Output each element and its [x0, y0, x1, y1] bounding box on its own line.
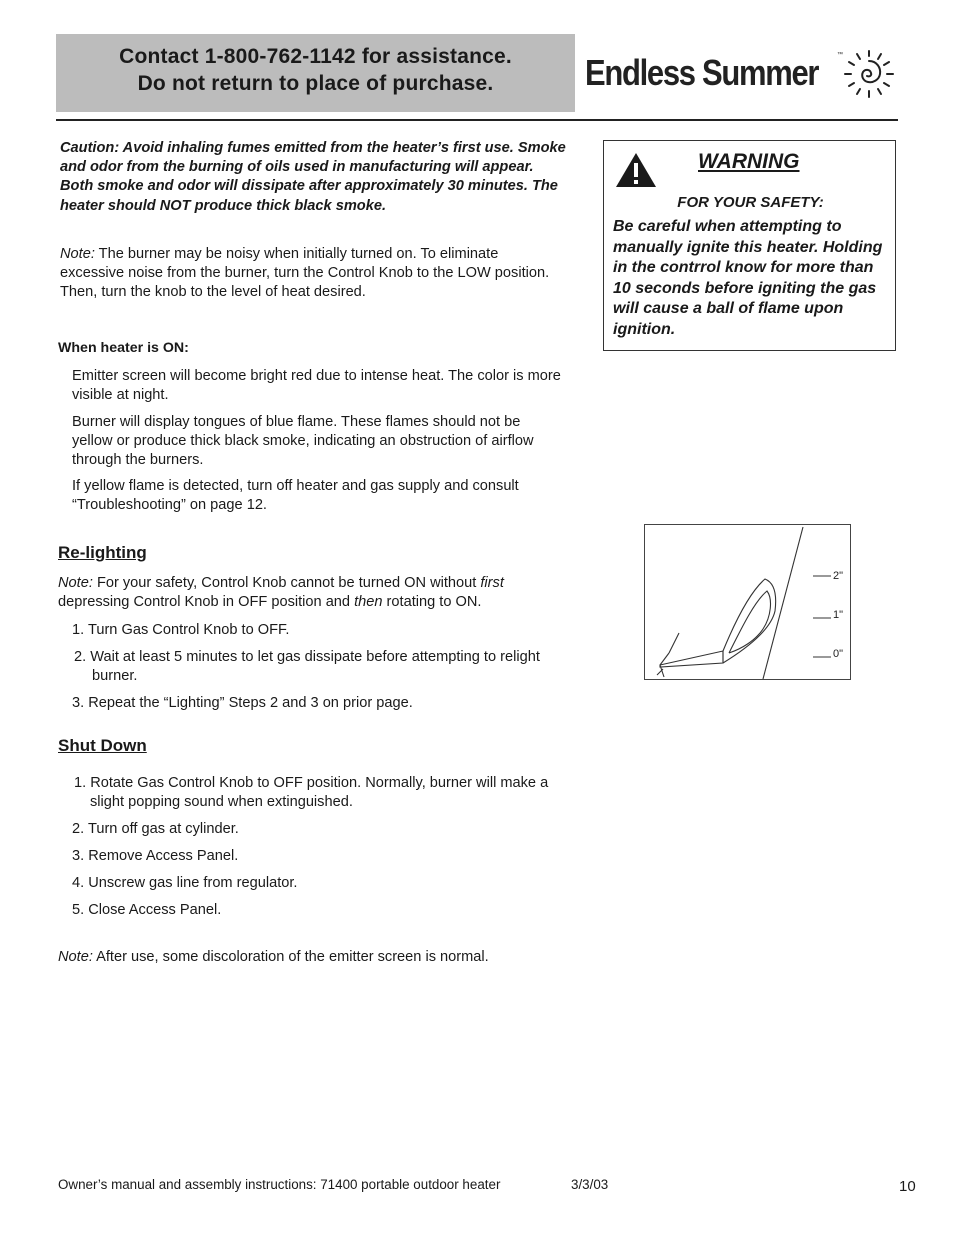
- heater-on-item-3: If yellow flame is detected, turn off heater and gas supply and consult “Troubleshooting” on page 12.: [72, 478, 519, 514]
- page-number: 10: [899, 1178, 916, 1195]
- warning-body: Be careful when attempting to manually ignite this heater. Holding in the contrrol know for more than 10 seconds before igniting the gas will cause a ball of flame upon ignition.: [613, 218, 883, 338]
- warning-triangle-icon: [615, 152, 657, 188]
- flame-height-label-0: 0": [833, 648, 844, 660]
- footer-text: Owner’s manual and assembly instructions: 71400 portable outdoor heater: [58, 1177, 501, 1192]
- relighting-step-1: 1. Turn Gas Control Knob to OFF.: [72, 622, 290, 638]
- trademark-symbol: ™: [837, 52, 843, 58]
- note-text: For your safety, Control Knob cannot be turned ON without: [92, 575, 481, 591]
- shutdown-step-5: 5. Close Access Panel.: [72, 902, 222, 918]
- shutdown-heading: Shut Down: [58, 736, 147, 755]
- warning-subtitle: FOR YOUR SAFETY:: [677, 194, 824, 211]
- contact-line-1: Contact 1-800-762-1142 for assistance.: [119, 45, 512, 68]
- note-text: rotating to ON.: [382, 594, 482, 611]
- note-emphasis-then: then: [354, 594, 383, 611]
- flame-height-label-2: 2": [833, 570, 844, 582]
- heater-on-item-1: Emitter screen will become bright red due to intense heat. The color is more visible at night.: [72, 368, 561, 404]
- note-emphasis-first: first: [480, 575, 504, 591]
- footer-date: 3/3/03: [571, 1177, 609, 1192]
- contact-line-2: Do not return to place of purchase.: [137, 72, 494, 95]
- relighting-heading: Re-lighting: [58, 543, 147, 562]
- caution-paragraph: Caution: Avoid inhaling fumes emitted from the heater’s first use. Smoke and odor from the burning of oils used in manufacturing will appear. Both smoke and odor will dissipate after approximately 30 minutes. The heater should NOT produce thick black smoke.: [60, 140, 566, 214]
- note-text: The burner may be noisy when initially turned on. To eliminate excessive noise from the burner, turn the Control Knob to the LOW position. Then, turn the knob to the level of heat desired.: [60, 246, 550, 301]
- shutdown-step-3: 3. Remove Access Panel.: [72, 848, 239, 864]
- shutdown-step-1: 1. Rotate Gas Control Knob to OFF position. Normally, burner will make a slight popping sound when extinguished.: [74, 775, 549, 811]
- note-label: Note:: [60, 246, 95, 262]
- header-divider: [56, 119, 898, 121]
- flame-height-label-1: 1": [833, 609, 844, 621]
- shutdown-step-2: 2. Turn off gas at cylinder.: [72, 821, 239, 837]
- contact-text: [56, 43, 575, 97]
- relighting-note: [58, 574, 558, 612]
- flame-height-figure: [644, 524, 851, 680]
- heater-on-heading: When heater is ON:: [58, 340, 189, 356]
- warning-title: WARNING: [698, 150, 800, 173]
- heater-on-item-2: Burner will display tongues of blue flame. These flames should not be yellow or produce thick black smoke, indicating an obstruction of airflow through the burners.: [72, 414, 534, 469]
- relighting-step-2: 2. Wait at least 5 minutes to let gas dissipate before attempting to relight burner.: [74, 649, 540, 685]
- shutdown-step-4: 4. Unscrew gas line from regulator.: [72, 875, 298, 891]
- note-text: depressing Control Knob in OFF position and: [58, 594, 355, 611]
- note-text: After use, some discoloration of the emitter screen is normal.: [92, 949, 489, 965]
- sun-spiral-icon: [843, 49, 895, 99]
- note-label: Note:: [58, 575, 93, 591]
- burner-noise-note: [60, 245, 560, 303]
- brand-logo-text: Endless Summer: [585, 52, 819, 93]
- note-label: Note:: [58, 949, 93, 965]
- flame-diagram: [645, 525, 850, 679]
- discoloration-note: [58, 948, 489, 967]
- relighting-step-3: 3. Repeat the “Lighting” Steps 2 and 3 on prior page.: [72, 695, 413, 711]
